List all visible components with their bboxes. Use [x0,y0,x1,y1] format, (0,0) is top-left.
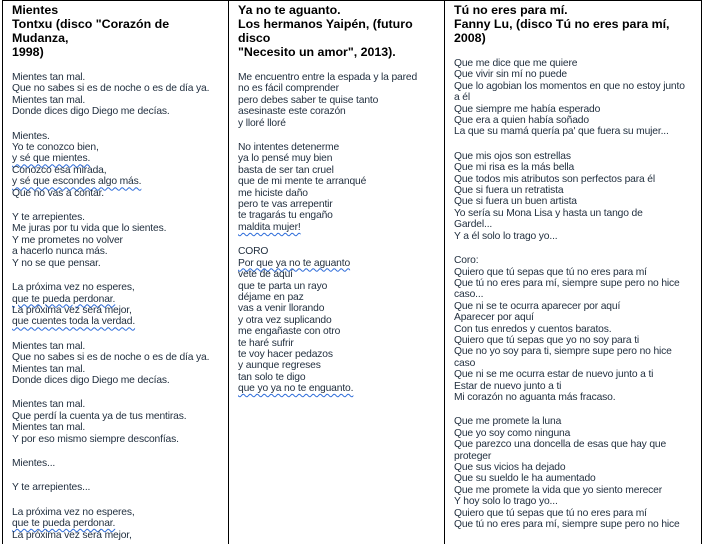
lyric-line: Que parezco una doncella de esas que hay que [454,439,667,451]
stanza [12,131,228,199]
stanza [454,58,701,138]
lyric-line: Que ni se me ocurra estar de nuevo junto a ti [454,369,654,381]
lyric-line: Y me prometes no volver [12,234,123,246]
lyric-line: y otra vez suplicando [238,314,332,326]
song-header [12,3,228,59]
lyric-line: que de mi mente te arranqué [238,176,367,188]
lyric-line: La que su mamá quería pa' que fuera su mujer... [454,126,669,138]
song-header-line: Tontxu (disco "Corazón de Mudanza, [12,17,170,45]
lyric-line: La próxima vez no esperes, [12,506,135,518]
lyric-line: asesinaste este corazón [238,106,346,118]
lyric-line: vete de aquí [238,269,293,281]
lyric-line: caso... [454,289,484,301]
lyric-line: Mientes tan mal. [12,363,86,375]
lyric-line: te haré sufrir [238,337,294,349]
lyric-line: Que tú no eres para mí, siempre supe pero no hice [454,519,680,531]
lyric-line: Coro: [454,255,479,267]
song-header-line: Tú no eres para mí. [454,3,568,17]
song-header [454,3,701,45]
lyric-line: Que ni se te ocurra aparecer por aquí [454,300,621,312]
lyric-line: Y te arrepientes... [12,482,91,494]
lyric-line: Que no vas a contar. [12,187,105,199]
lyric-line: Y hoy solo lo trago yo... [454,496,558,508]
song-header-line: Los hermanos Yaipén, (futuro disco [238,17,413,45]
song-header-line: Fanny Lu, (disco Tú no eres para mí, 2008) [454,17,670,45]
lyric-line: y lloré lloré [238,117,286,129]
lyric-line: déjame en paz [238,291,304,303]
lyric-line: Me encuentro entre la espada y la pared [238,72,418,83]
lyric-line: Que me promete la luna [454,416,562,428]
lyric-line: Mientes tan mal. [12,399,86,411]
lyric-line: Que no yo soy para ti, siempre supe pero no hice [454,346,672,358]
lyric-line: no es fácil comprender [238,83,339,95]
lyric-line: Y te arrepientes. [12,212,85,224]
lyric-line: caso [454,357,476,369]
lyric-line: Quiero que tú sepas que tú no eres para mí [454,266,647,278]
song-header-line: "Necesito un amor", 2013). [238,45,396,59]
lyric-line: Que su sueldo le ha aumentado [454,473,596,485]
lyric-line: Que me dice que me quiere [454,58,578,69]
lyric-line: Que mi risa es la más bella [454,162,575,174]
lyric-line: vas a venir llorando [238,303,325,315]
lyric-line: Mientes tan mal. [12,422,86,434]
stanza [238,246,444,394]
lyric-line: a él [454,92,471,104]
lyric-line: Que si fuera un retratista [454,185,564,197]
song-header [238,3,444,59]
lyric-line: Que vivir sin mí no puede [454,69,568,81]
song-header-line: Ya no te aguanto. [238,3,341,17]
stanza [238,142,444,233]
lyric-line: La próxima vez será mejor, [12,304,132,316]
stanza [12,72,228,118]
lyric-line: Estar de nuevo junto a ti [454,380,562,392]
column-ya-no-te-aguanto [229,1,445,544]
lyric-line: y aunque regreses [238,360,321,372]
stanza [12,212,228,269]
lyric-line: Me juras por tu vida que lo sientes. [12,223,167,235]
stanza [454,151,701,242]
lyric-line: te voy hacer pedazos [238,348,333,360]
lyric-line: Mi corazón no aguanta más fracaso. [454,391,616,403]
lyric-line: Que era a quien había soñado [454,115,589,127]
lyric-line: Que no sabes si es de noche o es de día ya. [12,83,210,95]
lyric-line: La próxima vez no esperes, [12,282,135,294]
lyric-line: a hacerlo nunca más. [12,246,108,258]
lyric-line: que cuentes toda la verdad. [12,316,136,328]
lyric-line: Aparecer por aquí [454,312,534,324]
lyric-line: Y no se que pensar. [12,257,101,269]
column-mientes [3,1,229,544]
stanza [12,458,228,469]
lyric-line: Que todos mis atributos son perfectos para él [454,173,656,185]
lyric-line: Mientes tan mal. [12,94,86,106]
lyric-line: Mientes... [12,457,56,469]
lyric-line: Yo sería su Mona Lisa y hasta un tango de [454,207,643,219]
lyric-line: Que siempre me había esperado [454,103,601,115]
column-tu-no-eres-para-mi [445,1,701,544]
lyric-line: No intentes detenerme [238,142,340,154]
lyric-line: Que mis ojos son estrellas [454,150,571,162]
lyric-line: Que perdí la cuenta ya de tus mentiras. [12,410,187,422]
stanza [12,482,228,493]
lyric-line: ya lo pensé muy bien [238,153,333,165]
lyric-line: que te pueda perdonar. [12,518,116,530]
lyric-line: tan solo te digo [238,371,306,383]
lyrics-table [2,0,702,544]
lyric-line: basta de ser tan cruel [238,164,334,176]
song-header-line: 1998) [12,45,44,59]
lyric-line: Por que ya no te aguanto [238,257,351,269]
lyric-line: proteger [454,450,492,462]
lyric-line: que te pueda perdonar. [12,293,116,305]
lyric-line: pero debes saber te quise tanto [238,94,379,106]
lyric-line: me engañaste con otro [238,326,341,338]
lyric-line: Y a él solo lo trago yo... [454,230,558,242]
lyric-line: Donde dices digo Diego me decías. [12,106,170,118]
stanza [454,255,701,403]
lyric-line: Quiero que tú sepas que tú no eres para mí [454,507,647,519]
lyric-line: te tragarás tu engaño [238,210,333,222]
lyric-line: Quiero que tú sepas que yo no soy para ti [454,334,640,346]
lyric-line: Gardel... [454,219,493,231]
lyric-line: Y por eso mismo siempre desconfías. [12,433,179,445]
lyric-line: CORO [238,246,269,258]
lyric-line: Con tus enredos y cuentos baratos. [454,323,612,335]
lyric-line: Mientes. [12,130,50,142]
lyric-line: Que lo agobian los momentos en que no estoy junto [454,80,685,92]
lyric-line: Que sus vicios ha dejado [454,462,566,473]
stanza [238,72,444,129]
stanza [12,282,228,328]
lyric-line: Que me promete la vida que yo siento merecer [454,484,663,496]
lyric-line: y sé que escondes algo más. [12,176,142,188]
lyric-line: Mientes tan mal. [12,340,86,352]
lyric-line: pero te vas arrepentir [238,199,333,211]
lyric-line: y sé que mientes. [12,153,91,165]
lyric-line: La próxima vez será mejor, [12,529,132,541]
song-header-line: Mientes [12,3,59,17]
stanza [12,341,228,387]
lyric-line: Donde dices digo Diego me decías. [12,374,170,386]
lyric-line: que te parta un rayo [238,280,328,292]
lyric-line: que yo ya no te enguanto. [238,383,354,395]
lyric-line: Que no sabes si es de noche o es de día ya. [12,352,210,364]
stanza [454,416,701,530]
lyric-line: me hiciste daño [238,187,308,199]
lyric-line: Conozco esa mirada, [12,164,107,176]
lyric-line: Que tú no eres para mí, siempre supe pero no hice [454,277,680,289]
lyric-line: Yo te conozco bien, [12,142,99,154]
stanza [12,399,228,445]
lyric-line: Que si fuera un buen artista [454,196,577,208]
lyric-line: Que yo soy como ninguna [454,427,571,439]
lyric-line: Mientes tan mal. [12,72,86,83]
lyric-line: maldita mujer! [238,221,301,233]
stanza [12,507,228,541]
